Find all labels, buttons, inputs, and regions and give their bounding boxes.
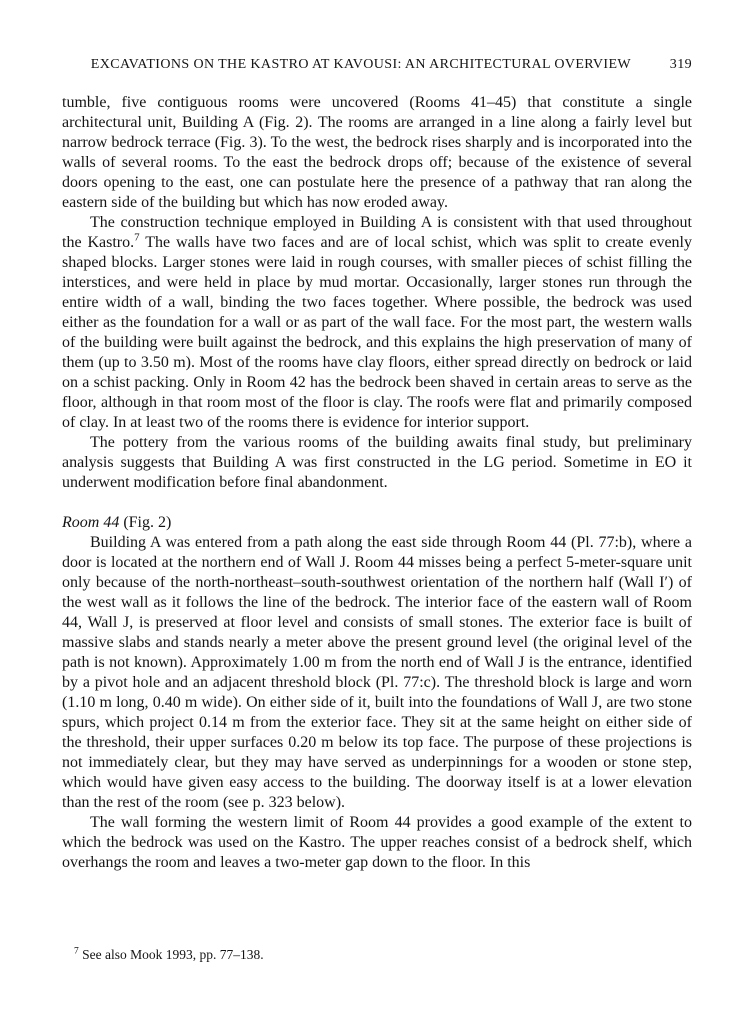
paragraph-pottery-summary: The pottery from the various rooms of the building awaits final study, but preliminary analysis suggests that Building A was first constructed in the LG period. Sometime in EO it underwent modification before final abandonment. [62, 434, 692, 491]
paragraph-building-a-rooms: tumble, five contiguous rooms were uncovered (Rooms 41–45) that constitute a single architectural unit, Building A (Fig. 2). The rooms are arranged in a line along a fairly level but narrow bedrock terrace (Fig. 3). To the west, the bedrock rises sharply and is incorporated into the walls of several rooms. To the east the bedrock drops off; because of the existence of several doors opening to the east, one can postulate here the presence of a pathway that ran along the eastern side of the building but which has now eroded away. [62, 94, 692, 211]
footnote-reference-7[interactable]: 7 [134, 231, 140, 244]
construction-text-before-note: The construction technique employed in Building A is consistent with that used throughout the Kastro. [62, 214, 692, 251]
section-heading-room-number: Room 44 [62, 514, 120, 531]
footnote-marker: 7 [74, 946, 79, 957]
body-text-block [62, 93, 692, 873]
construction-text-after-note: The walls have two faces and are of local schist, which was split to create evenly shaped blocks. Larger stones were laid in rough courses, with smaller pieces of schist filling the interstices, and were held in place by mud mortar. Occasionally, larger stones run through the entire width of a wall, binding the two faces together. Where possible, the bedrock was used either as the foundation for a wall or as part of the wall face. For the most part, the western walls of the building were built against the bedrock, and this explains the high preservation of many of them (up to 3.50 m). Most of the rooms have clay floors, either spread directly on bedrock or laid on a schist packing. Only in Room 42 has the bedrock been shaved in certain areas to serve as the floor, although in that room most of the floor is clay. The roofs were flat and primarily composed of clay. In at least two of the rooms there is evidence for interior support. [62, 234, 692, 431]
paragraph-construction-technique [62, 213, 692, 433]
section-heading-room-44 [62, 513, 692, 533]
footnote-7 [62, 946, 692, 963]
running-head-title: EXCAVATIONS ON THE KASTRO AT KAVOUSI: AN ARCHITECTURAL OVERVIEW [90, 57, 632, 72]
paragraph-room-44-entrance: Building A was entered from a path along the east side through Room 44 (Pl. 77:b), where a door is located at the northern end of Wall J. Room 44 misses being a perfect 5-meter-square unit only because of the north-northeast–south-southwest orientation of the northern half (Wall I′) of the west wall as it follows the line of the bedrock. The interior face of the eastern wall of Room 44, Wall J, is preserved at floor level and consists of small stones. The exterior face is built of massive slabs and stands nearly a meter above the present ground level (the original level of the path is not known). Approximately 1.00 m from the north end of Wall J is the entrance, identified by a pivot hole and an adjacent threshold block (Pl. 77:c). The threshold block is large and worn (1.10 m long, 0.40 m wide). On either side of it, built into the foundations of Wall J, are two stone spurs, which project 0.14 m from the exterior face. They sit at the same height on either side of the threshold, their upper surfaces 0.20 m below its top face. The purpose of these projections is not immediately clear, but they may have served as underpinnings for a wooden or stone step, which would have given easy access to the building. The doorway itself is at a lower elevation than the rest of the room (see p. 323 below). [62, 534, 692, 811]
section-heading-figure-reference: (Fig. 2) [123, 514, 172, 531]
page-number: 319 [669, 57, 692, 72]
footnote-text: See also Mook 1993, pp. 77–138. [82, 947, 264, 962]
paragraph-room-44-west-wall: The wall forming the western limit of Room 44 provides a good example of the extent to which the bedrock was used on the Kastro. The upper reaches consist of a bedrock shelf, which overhangs the room and leaves a two-meter gap down to the floor. In this [62, 814, 692, 871]
running-head [62, 57, 692, 73]
footnote-area [62, 946, 692, 963]
